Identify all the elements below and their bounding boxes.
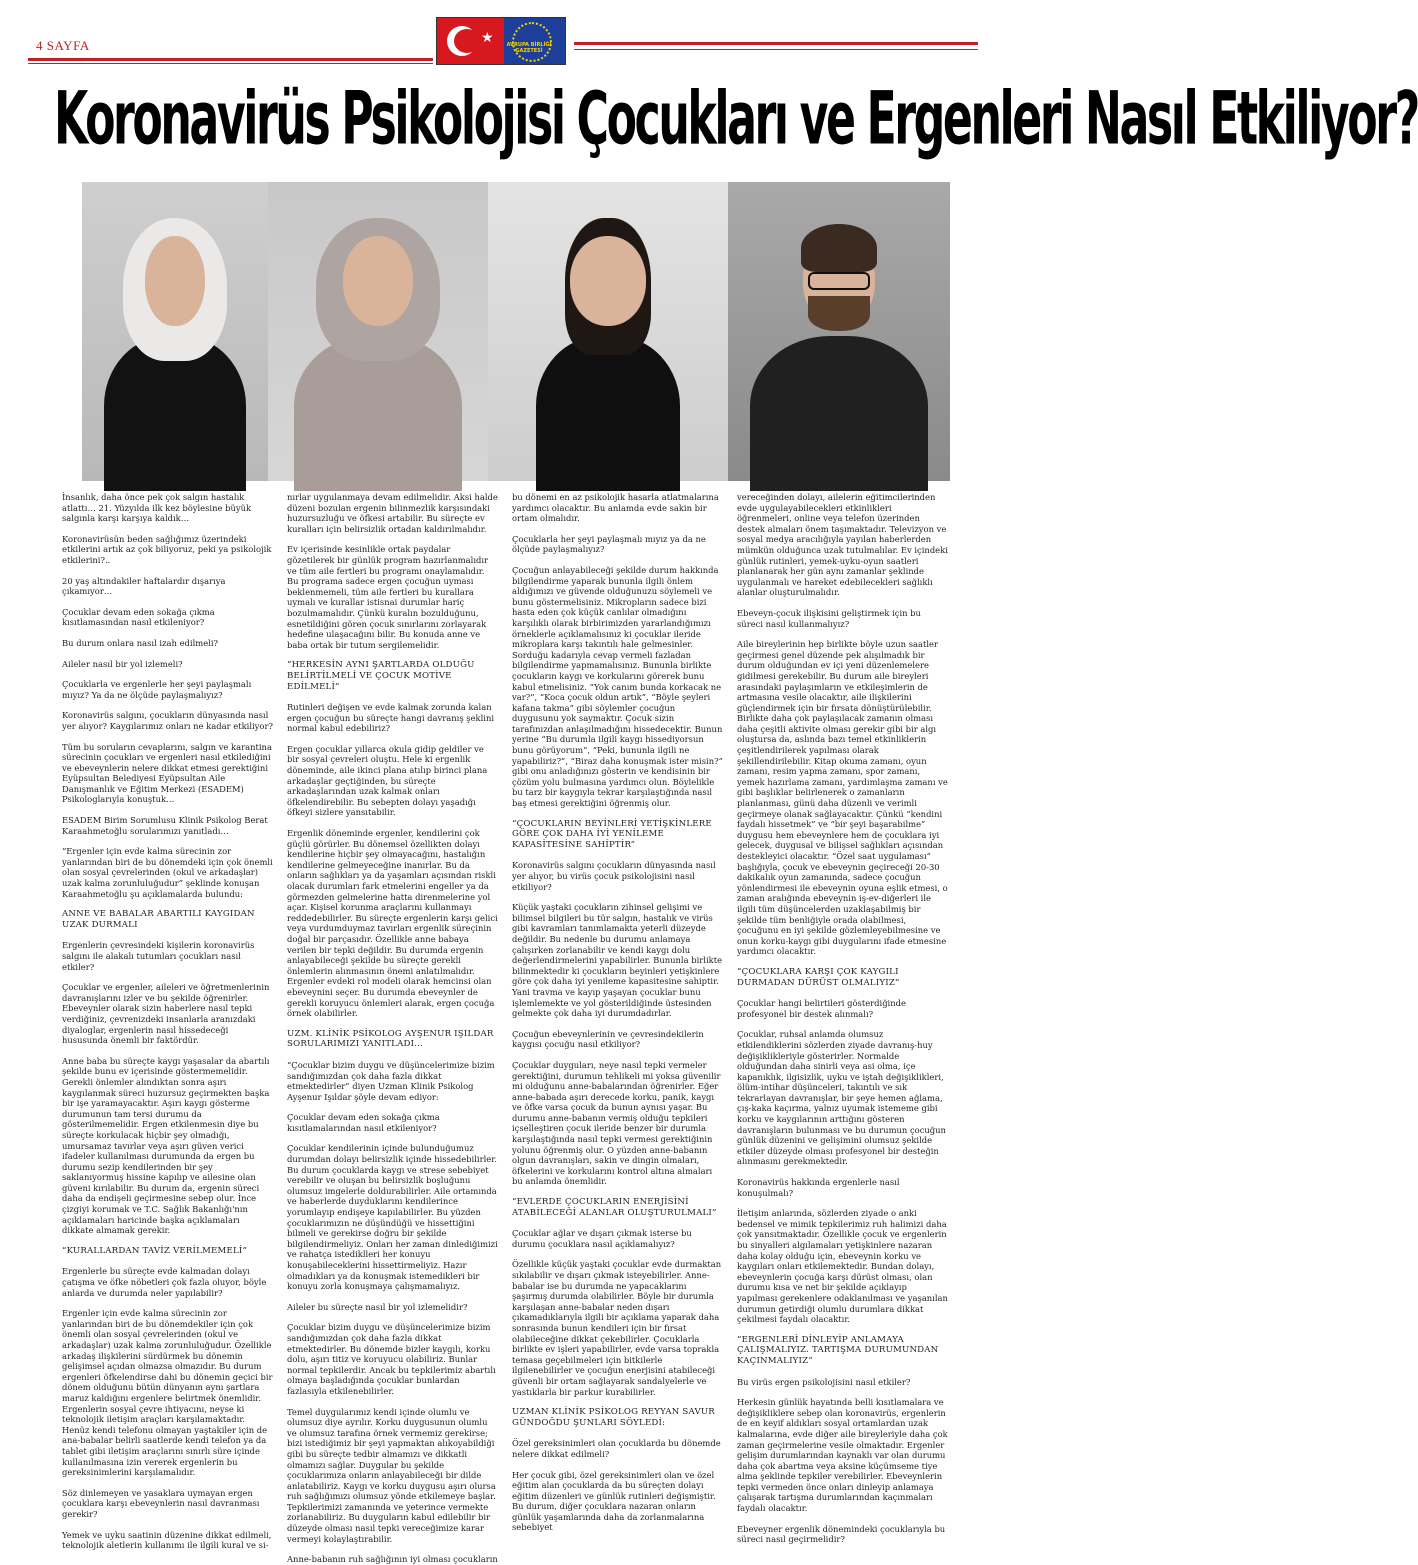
paragraph: Çocuklarla her şeyi paylaşmalı mıyız ya da ne ölçüde paylaşmalıyız?	[512, 533, 706, 555]
logo-band-text: AVRUPA BİRLİĞİ GAZETESİ	[506, 42, 552, 54]
paragraph: Ergenlik döneminde ergenler, kendilerini çok güçlü görürler. Bu dönemsel özellikten dolayı kendilerine hiçbir şey olmayacağını, hastalığın kendilerine gelmeyeceğine inanırlar. Bu da onların sağlıkları ya da yaşamları açısından riskli olacak durumları fark etmelerini engeller ya da görmezden gelmelerine hatta direnmelerine yol açar. Kişisel korunma araçlarını kullanmayı reddedebilirler. Bu süreçte ergenlerin karşı gelici veya vurdumduymaz tavırları ergenlik süreçinin doğal bir parçasıdır. Özellikle anne babaya verilen bir tepki değildir. Bu durumda ergenin anlayabileceği şekilde bu süreçte gerekli önlemlerin alınmasının önemi anlatılmalıdır. Ergenler evdeki rol modeli olarak hemcinsi olan ebeveynini seçer. Bu durumda ebeveynler de gerekli koruyucu önlemleri alarak, ergen çocuğa örnek olabilirler.	[287, 828, 498, 1019]
paragraph: Aile bireylerinin hep birlikte böyle uzun saatler geçirmesi genel düzende pek alışılmadık bir durum olduğundan ev içi yeni düzenlemelere gidilmesi gerekebilir. Bu durum aile bireyleri arasındaki paylaşımların ve etkileşimlerin de artmasına vesile olacaktır, aile ilişkilerini güçlendirmek için bir fırsata dönüştürülebilir. Birlikte daha çok paylaşılacak zamanın olması daha çeşitli aktivite olması gerekir gibi bir algı oluştursa da, aslında bazı temel etkinliklerin çeşitlendirilerek yapılması olarak şekillendirilebilir. Kitap okuma zamanı, oyun zamanı, resim yapma zamanı, spor zamanı, yemek hazırlama zamanı, yardımlaşma zamanı ve gibi başlıklar belirlenerek o zamanların planlanması, günü daha düzenli ve verimli geçirmeye olanak sağlayacaktır. Çünkü “kendini faydalı hissetmek” ve “bir şeyi başarabilme” duygusu hem ebeveynlere hem de çocuklara iyi gelecek, duygusal ve bilişsel sağlıkları açısından destekleyici olacaktır. “Özel saat uygulaması” başlığıyla, çocuk ve ebeveynin geçireceği 20-30 dakikalık oyun zamanında, sadece çocuğun yönlendirmesi ile ebeveynin oyuna eşlik etmesi, o zaman aralığında ebeveynin iş-ev-diğerleri ile ilgili tüm düşüncelerden uzaklaşabilmiş bir şekilde tüm benliğiyle orada olabilmesi, çocuğunu en iyi şekilde gözlemleyebilmesine ve onun korku-kaygı gibi duygularını ifade etmesine yardımcı olacaktır.	[737, 639, 948, 957]
paragraph: Ebeveyner ergenlik dönemindeki çocuklarıyla bu süreci nasıl geçirmelidir?	[737, 1523, 946, 1545]
paragraph: Tüm bu soruların cevaplarını, salgın ve karantina sürecinin çocukları ve ergenleri nasıl etkilediğini ve ebeveynlerin nelere dikkat etmesi gerektiğini Eyüpsultan Belediyesi Eyüpsultan Aile Danışmanlık ve Eğitim Merkezi (ESADEM) Psikologlarıyla konuştuk…	[62, 741, 272, 805]
paragraph: Herkesin günlük hayatında belli kısıtlamalara ve değişikliklere sebep olan koronavirüs, ergenlerin de en keyif aldıkları sosyal ortamlardan uzak kalmalarına, evde diğer aile bireyleriyle daha çok zaman geçirmelerine vesile olmaktadır. Ergenler gelişim durumlarından kaynaklı var olan durumu daha çok abartma veya aksine küçümseme tiye alma şeklinde tepkiler verebilirler. Ebeveynlerin tepki vermeden önce onları dinleyip anlamaya çalışarak tartışma durumlarından kaçınmaları faydalı olacaktır.	[737, 1397, 948, 1514]
eu-flag-icon	[504, 18, 565, 64]
portrait-photo-3	[488, 182, 728, 481]
header-rule-right-top	[574, 42, 978, 45]
article-headline: Koronavirüs Psikolojisi Çocukları ve Ergenleri Nasıl Etkiliyor?	[54, 76, 1418, 162]
paragraph: Söz dinlemeyen ve yasaklara uymayan ergen çocuklara karşı ebeveynlerin nasıl davranması gerekir?	[62, 1487, 260, 1519]
photo-strip	[82, 182, 950, 481]
paragraph: Çocuklar devam eden sokağa çıkma kısıtlamasından nasıl etkileniyor?	[62, 606, 215, 628]
paragraph: Ergenlerle bu süreçte evde kalmadan dolayı çatışma ve öfke nöbetleri çok fazla oluyor, böyle anlarda ve durumda neler yapılabilir?	[62, 1266, 267, 1298]
article-columns	[62, 492, 950, 1565]
paragraph: Rutinleri değişen ve evde kalmak zorunda kalan ergen çocuğun bu süreçte hangi davranış şeklini normal kabul edebiliriz?	[287, 702, 495, 734]
article-column-2	[287, 492, 498, 1565]
paragraph: UZM. KLİNİK PSİKOLOG AYŞENUR IŞILDAR SORULARIMIZI YANITLADI…	[287, 1028, 494, 1050]
paragraph: Çocuğun ebeveynlerinin ve çevresindekilerin kaygısı çocuğu nasıl etkiliyor?	[512, 1028, 704, 1050]
paragraph: ANNE VE BABALAR ABARTILI KAYGIDAN UZAK DURMALI	[62, 909, 255, 930]
paragraph: “ÇOCUKLARA KARŞI ÇOK KAYGILI DURMADAN DÜRÜST OLMALIYIZ”	[737, 966, 900, 988]
paragraph: Ev içerisinde kesinlikle ortak paydalar gözetilerek bir günlük program hazırlanmalıdır ve tüm aile fertleri bu programı onaylamalıdır. Bu programa sadece ergen çocuğun uyması beklenmemeli, tüm aile fertleri bu kurallara uymalı ve kurallar istisnai durumlar hariç bozulmamalıdır. Çünkü kuralın bozulduğunu, esnetildiğini gören çocuk sınırlarını zorlayarak hedefine ulaşacağını bilir. Bu konuda anne ve baba ortak bir tutum sergilemelidir.	[287, 544, 489, 650]
paragraph: Temel duygularımız kendi içinde olumlu ve olumsuz diye ayrılır. Korku duygusunun olumlu ve olumsuz tarafına örnek vermemiz gerekirse; bizi istediğimiz bir şeyi yapmaktan alıkoyabildiği gibi bu süreçte tedbir almamızı ve dikkatli olmamızı sağlar. Duygular bu şekilde çocuklarımıza onların anlayabileceği bir dilde anlatabiliriz. Kaygı ve korku duygusu aşırı olursa ruh sağlığımızı olumsuz yönde etkilemeye başlar. Tepkilerimizi zamanında ve yeterince vermekte zorlanabiliriz. Bu duyguların kabul edilebilir bir düzeyde olması nasıl tepki vereceğimize karar vermeyi kolaylaştırabilir.	[287, 1406, 496, 1544]
paragraph: “ERGENLERİ DİNLEYİP ANLAMAYA ÇALIŞMALIYIZ. TARTIŞMA DURUMUNDAN KAÇINMALIYIZ”	[737, 1334, 939, 1366]
page-number: 4 SAYFA	[36, 38, 90, 53]
paragraph: Çocuklar ve ergenler, aileleri ve öğretmenlerinin davranışlarını izler ve bu şekilde öğrenirler. Ebeveynler olarak sizin haberlere nasıl tepki verdiğiniz, çevrenizdeki insanlarla aranızdaki diyaloglar, ergenlerin nasıl hissedeceği hususunda önemli bir faktördür.	[62, 982, 270, 1046]
paragraph: Çocuklar devam eden sokağa çıkma kısıtlamalarından nasıl etkileniyor?	[287, 1112, 440, 1133]
paragraph: “ÇOCUKLARIN BEYİNLERİ YETİŞKİNLERE GÖRE ÇOK DAHA İYİ YENİLEME KAPASİTESİNE SAHİPTİR”	[512, 818, 712, 850]
paragraph: Aileler bu süreçte nasıl bir yol izlemelidir?	[287, 1301, 468, 1312]
paragraph: Ergenlerin çevresindeki kişilerin koronavirüs salgını ile alakalı tutumları çocukları nasıl etkiler?	[62, 940, 255, 972]
paragraph: Anne-babanın ruh sağlığının iyi olması çocukların	[287, 1554, 498, 1565]
paragraph: Bu virüs ergen psikolojisini nasıl etkiler?	[737, 1376, 911, 1387]
article-column-1	[62, 492, 273, 1551]
paragraph: Özel gereksinimleri olan çocuklarda bu dönemde nelere dikkat edilmeli?	[512, 1438, 721, 1459]
paragraph: “EVLERDE ÇOCUKLARIN ENERJİSİNİ ATABİLECEĞİ ALANLAR OLUŞTURULMALI”	[512, 1197, 717, 1218]
paragraph: “HERKESİN AYNI ŞARTLARDA OLDUĞU BELİRTİLMELİ VE ÇOCUK MOTİVE EDİLMELİ”	[287, 660, 475, 692]
portrait-photo-2	[268, 182, 488, 481]
paragraph: nırlar uygulanmaya devam edilmelidir. Aksi halde düzeni bozulan ergenin bilinmezlik karşısındaki huzursuzluğu ve öfkesi artabilir. Bu süreçte ev kuralları için belirsizlik ortadan kaldırılmalıdır.	[287, 492, 498, 534]
article-column-3	[512, 492, 723, 1533]
paragraph: vereceğinden dolayı, ailelerin eğitimcilerinden evde uygulayabilecekleri etkinlikleri öğrenmeleri, online veya telefon üzerinden destek almaları önem taşımaktadır. Televizyon ve sosyal medya aracılığıyla yayılan haberlerden mümkün olduğunca uzak tutulmalılar. Ev içindeki günlük rutinleri, yemek-uyku-oyun saatleri planlanarak her gün aynı zamanlar şeklinde uygulanmalı ve hareket edebilecekleri sağlıklı alanlar oluşturulmalıdır.	[737, 492, 948, 598]
paragraph: 20 yaş altındakiler haftalardır dışarıya çıkamıyor…	[62, 575, 226, 597]
article-column-4	[737, 492, 948, 1545]
paragraph: Anne baba bu süreçte kaygı yaşasalar da abartılı şekilde bunu ev içerisinde göstermemelidir. Gerekli önlemler alındıktan sonra aşırı kaygılanmak süreci huzursuz geçirmekten başka bir işe yaramayacaktır. Aşırı kaygı gösterme durumunun tam tersi durumu da gösterilmemelidir. Ergen etkilenmesin diye bu süreçte korkulacak hiçbir şey olmadığı, umursamaz tavırlar veya aşırı güven verici ifadeler kullanılması durumunda da ergen bu durumu sezip kendilerinden bir şey saklanıyormuş hissine kapılıp ve ailesine olan güveni kırılabilir. Bu durum da, ergenin süreci daha da endişeli geçirmesine sebep olur. İnce çizgiyi korumak ve T.C. Sağlık Bakanlığı'nın açıklamaları haricinde başka açıklamaları dikkate almamak gerekir.	[62, 1055, 270, 1236]
paragraph: İletişim anlarında, sözlerden ziyade o anki bedensel ve mimik tepkilerimiz ruh halimizi daha çok yansıtmaktadır. Özellikle çocuk ve ergenlerin bu sinyalleri algılamaları yetişkinlere nazaran daha kolay olduğu için, ebeveynin korku ve kaygıları onları etkilemektedir. Bundan dolayı, ebeveynlerin çocuğa karşı dürüst olması, olan durumu kısa ve net bir şekilde açıklayıp yapılması gerekenlere odaklanılması ve yaşanılan durumun getirdiği olumlu durumlara dikkat çekilmesi faydalı olacaktır.	[737, 1208, 948, 1325]
header-rule-left-thin	[28, 63, 433, 64]
paragraph: “KURALLARDAN TAVİZ VERİLMEMELİ”	[62, 1245, 248, 1256]
paragraph: Küçük yaştaki çocukların zihinsel gelişimi ve bilimsel bilgileri bu tür salgın, hastalık ve virüs gibi kavramları tanımlamakta yeterli düzeyde değildir. Bu nedenle bu durumu anlamaya çalışırken zorlanabilir ve kendi kaygı dolu değerlendirmelerini yapabilirler. Bununla birlikte bilinmektedir ki çocukların beyinleri yetişkinlere göre çok daha iyi yenileme kapasitesine sahiptir. Yani travma ve kayıp yaşayan çocuklar bunu işlemlemekte ve yol gösterildiğinde üstesinden gelmekte çok daha iyi durumdadırlar.	[512, 902, 723, 1019]
paragraph: Koronavirüs salgını, çocukların dünyasında nasıl yer alıyor? Kaygılarımız onları ne kadar etkiliyor?	[62, 710, 273, 731]
paragraph: Çocuklar ağlar ve dışarı çıkmak isterse bu durumu çocuklara nasıl açıklamalıyız?	[512, 1228, 692, 1249]
paragraph: Çocuklar kendilerinin içinde bulunduğumuz durumdan dolayı belirsizlik içinde hissedebilirler. Bu durum çocuklarda kaygı ve strese sebebiyet verebilir ve oluşan bu belirsizlik boşluğunu olumsuz imgelerle doldurabilirler. Aile ortamında ve haberlerde duyduklarını kendilerince yorumlayıp endişeye kapılabilirler. Bu yüzden çocuklarımızın ne düşündüğü ve hissettiğini bilmeli ve gerekirse doğru bir şekilde bilgilendirmeliyiz. Onları her zaman dinlediğimizi ve rahatça istediklleri her konuyu konuşabileceklerini hissettirmeliyiz. Hazır olmadıkları ya da konuşmak istemedikleri bir konuyu zorla konuşmaya çalışmamalıyız.	[287, 1143, 498, 1292]
paragraph: Koronavirüs hakkında ergenlerle nasıl konuşulmalı?	[737, 1177, 900, 1198]
paragraph: Çocuklar duyguları, neye nasıl tepki vermeler gerektiğini, durumun tehlikeli mi yoksa güvenilir mi olduğunu anne-babalarından öğrenirler. Eğer anne-babada aşırı derecede korku, panik, kaygı ve öfke varsa çocuk da bunun aynısı yaşar. Bu durumu anne-babanın vermiş olduğu tepkileri içselleştiren çocuk ileride benzer bir durumla karşılaştığında nasıl tepki vermesi gerektiğinin yolunu öğrenmiş olur. O yüzden anne-babanın olgun davranışları, sakin ve dingin olmaları, öfkelerini ve korkularını kontrol altına almaları bu anlamda önemlidir.	[512, 1059, 721, 1187]
paragraph: Ergen çocuklar yıllarca okula gidip geldiler ve bir sosyal çevreleri oluştu. Hele ki ergenlik döneminde, aile ikinci plana atılıp birinci plana arkadaşlar geçtiğinden, bu süreçte arkadaşlarından uzak kalmak onları öfkelendirebilir. Bu sebepten dolayı yaşadığı öfkeyi sizlere yansıtabilir.	[287, 743, 488, 818]
paragraph: ESADEM Birim Sorumlusu Klinik Psikolog Berat Karaahmetoğlu sorularımızı yanıtladı…	[62, 815, 268, 836]
paragraph: Aileler nasıl bir yol izlemeli?	[62, 658, 183, 669]
paragraph: İnsanlık, daha önce pek çok salgın hastalık atlattı… 21. Yüzyılda ilk kez böylesine büyük salgınla karşı karşıya kaldık…	[62, 492, 252, 524]
paragraph: Koronavirüs salgını çocukların dünyasında nasıl yer alıyor, bu virüs çocuk psikolojisini nasıl etkiliyor?	[512, 860, 716, 892]
paragraph: “Çocuklar bizim duygu ve düşüncelerimize bizim sandığımızdan çok daha fazla dikkat etmektedirler” diyen Uzman Klinik Psikolog Ayşenur Işıldar şöyle devam ediyor:	[287, 1059, 495, 1102]
newspaper-logo	[436, 17, 566, 65]
portrait-photo-1	[82, 182, 268, 481]
paragraph: Yemek ve uyku saatinin düzenine dikkat edilmeli, teknolojik aletlerin kullanımı ile ilgili kural ve si-	[62, 1529, 272, 1551]
paragraph: Çocuklarla ve ergenlerle her şeyi paylaşmalı mıyız? Ya da ne ölçüde paylaşmalıyız?	[62, 679, 252, 700]
paragraph: Özellikle küçük yaştaki çocuklar evde durmaktan sıkılabilir ve dışarı çıkmak isteyebilirler. Anne-babalar ise bu durumda ne yapacaklarını şaşırmış durumda olabilirler. Böyle bir durumla karşılaşan anne-babalar neden dışarı çıkamadıklarıyla ilgili bir açıklama yaparak daha sonrasında bunun kendileri için bir fırsat olabileceğine dikkat çekebilirler. Çocuklarla birlikte ev işleri yapabilirler, evde varsa toprakla temasa geçebilmeleri için bitkilerle ilgilenebilirler ve çocuğun enerjisini atabileceği güvenli bir ortam sağlayarak sandalyelerle ve yastıklarla bir parkur kurabilirler.	[512, 1259, 722, 1397]
paragraph: “Ergenler için evde kalma sürecinin zor yanlarından biri de bu dönemdeki için çok önemli olan sosyal çevrelerinden (okul ve arkadaşlar) uzak kalma zorunluluğudur” şeklinde konuşan Karaahmetoğlu şu açıklamalarda bulundu:	[62, 846, 273, 899]
portrait-photo-4	[728, 182, 950, 481]
paragraph: bu dönemi en az psikolojik hasarla atlatmalarına yardımcı olacaktır. Bu anlamda evde sakin bir ortam olmalıdır.	[512, 492, 719, 524]
paragraph: Çocuğun anlayabileceği şekilde durum hakkında bilgilendirme yaparak bununla ilgili önlem aldığımızı ve güvende olduğunuzu söylemeli ve bunu göstermelisiniz. Mikropların sadece bizi hasta eden çok küçük canlılar olmadığını karşılıklı olarak birbirimizden yararlandığımızı örneklerle açıklamalısınız ki çocuklar ileride mikroplara karşı takıntılı hale gelmesinler. Sorduğu kadarıyla cevap vermeli fazladan bilgilendirme yapmamalısınız. Bununla birlikte çocukların kaygı ve korkularını görerek bunu kabul etmelisiniz. “Yok canım bunda korkacak ne var?”, “Koca çocuk oldun artık”, “Böyle şeyleri kafana takma” gibi söylemler çocuğun duygusunu yok saymaktır. Çocuk sizin tarafınızdan anlaşılmadığını hissedecektir. Bunun yerine “Bu durumla ilgili kaygı hissediyorsun bunu görüyorum”, “Peki, bununla ilgili ne yapabiliriz?”, “Biraz daha konuşmak ister misin?” gibi onu anladığınızı gösterin ve kendisinin bir çözüm yolu bulmasına yardımcı olun. Böylelikle bu tarz bir kaygıyla tekrar karşılaştığında nasıl baş etmesi gerektiğini öğrenmiş olur.	[512, 564, 723, 809]
paragraph: Çocuklar hangi belirtileri gösterdiğinde profesyonel bir destek alınmalı?	[737, 998, 906, 1019]
header-rule-right-thin	[574, 49, 978, 50]
turkish-flag-icon: ★	[437, 18, 504, 64]
paragraph: Koronavirüsün beden sağlığımız üzerindeki etkilerini artık az çok biliyoruz, peki ya psikolojik etkilerini?..	[62, 533, 272, 565]
paragraph: Ebeveyn-çocuk ilişkisini geliştirmek için bu süreci nasıl kullanmalıyız?	[737, 607, 921, 629]
header-rule-center	[170, 58, 433, 61]
paragraph: Çocuklar bizim duygu ve düşüncelerimize bizim sandığımızdan çok daha fazla dikkat etmektedirler. Bu dönemde bizler kaygılı, korku dolu, aşırı titiz ve koruyucu olabiliriz. Bunlar normal tepkilerdir. Ancak bu tepkilerimiz abartılı olmaya başladığında çocuklar bunlardan fazlasıyla etkilenebilirler.	[287, 1322, 496, 1396]
paragraph: Çocuklar, ruhsal anlamda olumsuz etkilendiklerini sözlerden ziyade davranış-huy değişiklikleriyle gösterirler. Normalde olduğundan daha sinirli veya asi olma, içe kapanıklık, ilgisizlik, uyku ve iştah değişiklikleri, ölüm-intihar düşünceleri, takıntılı ve sık tekrarlayan davranışlar, bir şeye hemen ağlama, çış-kaka kaçırma, yalnız uyumak istememe gibi korku ve kaygılarının arttığını gösteren davranışların bulunması ve bu durumun çocuğun günlük düzenini ve gelişimini olumsuz şekilde etkiler düzeyde olması profesyonel bir desteğin alınmasını gerekmektedir.	[737, 1029, 946, 1167]
paragraph: Bu durum onlara nasıl izah edilmeli?	[62, 637, 218, 648]
paragraph: UZMAN KLİNİK PSİKOLOG REYYAN SAVUR GÜNDOĞDU ŞUNLARI SÖYLEDİ:	[512, 1407, 715, 1428]
paragraph: Her çocuk gibi, özel gereksinimleri olan ve özel eğitim alan çocuklarda da bu süreçten dolayı eğitim düzenleri ve günlük rutinleri değişmiştir. Bu durum, diğer çocuklara nazaran onların günlük yaşamlarında daha da zorlanmalarına sebebiyet	[512, 1469, 716, 1533]
paragraph: Ergenler için evde kalma sürecinin zor yanlarından biri de bu dönemdekiler için çok önemli olan sosyal çevrelerinden (okul ve arkadaşlar) uzak kalma zorunluluğudur. Özellikle arkadaş ilişkilerini sürdürmek bu dönemin gelişimsel açıdan olmazsa olmazıdır. Bu durum ergenleri öfkelendirse dahi bu dönemin geçici bir dönem olduğunu bütün dünyanın aynı şartlara maruz kaldığını ergenlere belirtmek önemlidir. Ergenlerin sosyal çevre ihtiyacını, neyse ki teknolojik iletişim araçları karşılamaktadır. Henüz kendi telefonu olmayan yaştakiler için de ana-babalar belirli saatlerde kendi telefon ya da tablet gibi iletişim araçlarını sınırlı süre içinde kullanılmasına izin vererek ergenlerin bu gereksinimlerini karşılamalıdır.	[62, 1308, 273, 1478]
